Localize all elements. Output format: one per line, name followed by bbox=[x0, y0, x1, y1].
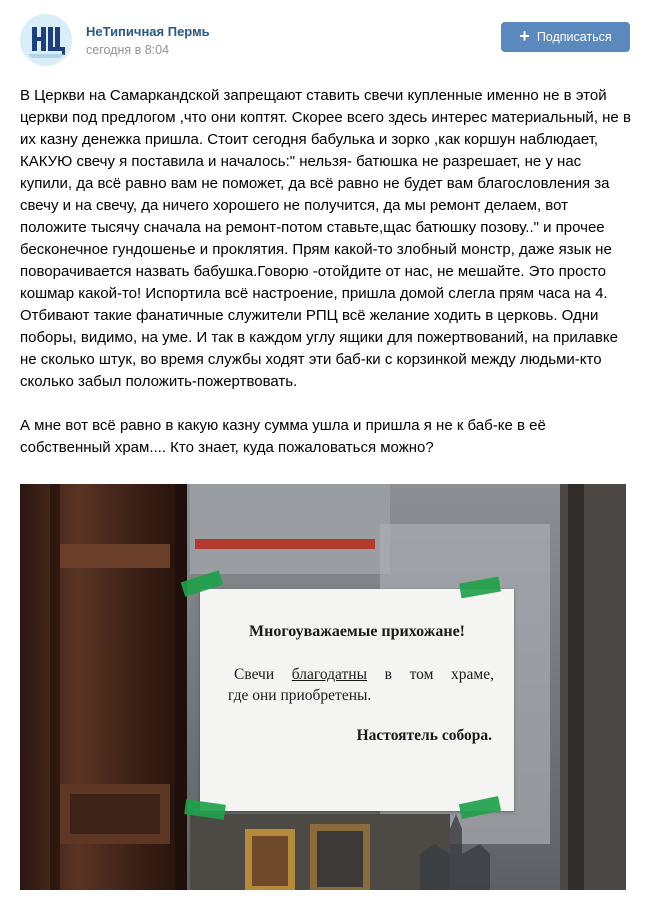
post-date[interactable]: сегодня в 8:04 bbox=[86, 43, 170, 57]
notice-word: том bbox=[409, 666, 434, 683]
post-paragraph: А мне вот всё равно в какую казну сумма ушла и пришла я не к баб-ке в её собственный храм.... Кто знает, куда пожаловаться можно? bbox=[20, 417, 546, 456]
post-paragraph: В Церкви на Самаркандской запрещают ставить свечи купленные именно не в этой церкви под предлогом ,что они коптят. Скорее всего здесь интерес материальный, не в их казну денежка пришла. Стоит сегодня бабулька и зорко ,как коршун наблюдает, КАКУЮ свечу я поставила и началось:" нельзя- батюшка не разрешает, не у нас купили, да всё равно вам не поможет, да всё равно не будет вам благословления за свечу и на свечу, да ничего хорошего не получится, да мы ремонт делаем, вот положите тысячу сначала на ремонт-потом ставьте,щас батюшку позову.." и прочее бесконечное гундошенье и проклятия. Прям какой-то злобный монстр, даже язык не поворачивается назвать бабушка.Говорю -отойдите от нас, не мешайте. Это просто кошмар какой-то! Испортила всё настроение, пришла домой слегла прям часа на 4. Отбивают такие фанатичные служители РПЦ всё желание ходить в церковь. Одни поборы, видимо, на уме. И так в каждом углу ящики для пожертвований, на прилавке не сколько штук, во время службы ходят эти баб-ки с корзинкой между людьми-кто сколько забыл положить-пожертвовать. bbox=[20, 87, 631, 390]
notice-word: храме, bbox=[451, 666, 494, 683]
notice-word: Свечи bbox=[234, 666, 275, 683]
post-header bbox=[20, 14, 630, 68]
notice-word: в bbox=[384, 666, 392, 683]
notice-sheet bbox=[200, 589, 514, 811]
notice-word-underlined: благодатны bbox=[291, 666, 368, 683]
post-photo[interactable] bbox=[20, 484, 626, 890]
notice-title: Многоуважаемые прихожане! bbox=[249, 623, 465, 640]
notice-body bbox=[228, 665, 494, 706]
notice-line-2: где они приобретены. bbox=[228, 687, 372, 704]
author-name[interactable]: НеТипичная Пермь bbox=[86, 24, 210, 39]
plus-icon: + bbox=[519, 26, 530, 46]
community-logo-icon bbox=[20, 14, 72, 66]
community-avatar[interactable] bbox=[20, 14, 72, 66]
subscribe-button[interactable] bbox=[501, 22, 630, 52]
post-text bbox=[20, 85, 632, 459]
subscribe-label: Подписаться bbox=[536, 30, 612, 44]
notice-line-1 bbox=[228, 665, 494, 685]
notice-signature: Настоятель собора. bbox=[356, 727, 492, 744]
